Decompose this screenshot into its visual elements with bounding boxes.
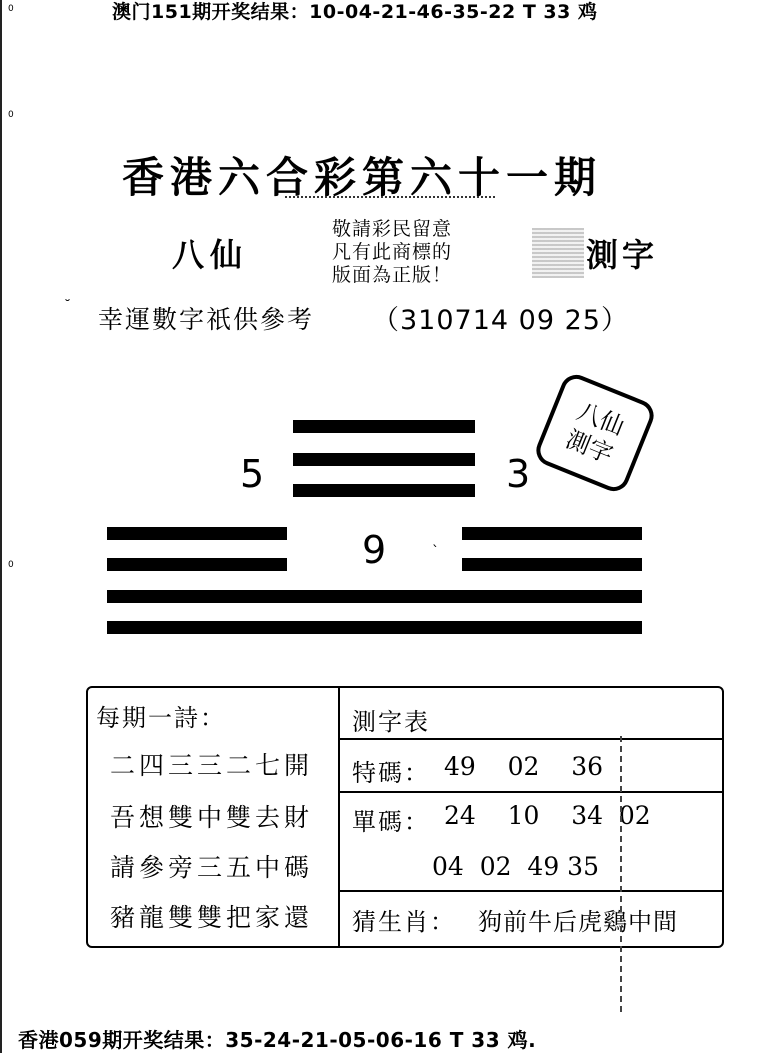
- notice-line-2: 凡有此商標的: [332, 241, 453, 263]
- macau-result-banner: 澳门151期开奖结果：10-04-21-46-35-22 T 33 鸡: [112, 1, 598, 23]
- upper-trigram-line-2: [293, 453, 475, 466]
- edge-mark-lower: 0: [8, 560, 14, 570]
- cezi-heading: 測字: [586, 236, 659, 274]
- edge-mark-middle: 0: [8, 110, 14, 120]
- cezi-table-title: 測字表: [352, 708, 430, 736]
- title-underline-scribble: [285, 196, 495, 202]
- single-code-values-1: 24 10 34 02: [444, 801, 651, 830]
- gua-number-left: 5: [240, 452, 265, 496]
- lower-line-1-left: [107, 527, 287, 540]
- authenticity-notice: [332, 218, 452, 287]
- single-code-values-2: 04 02 49 35: [432, 852, 599, 881]
- table-rule-3: [340, 890, 722, 892]
- dashed-scan-line: [620, 736, 622, 1012]
- stamp-line-1: 八仙: [573, 397, 629, 442]
- upper-trigram-line-3: [293, 484, 475, 497]
- poem-line-2: 吾想雙中雙去財: [110, 803, 314, 832]
- lucky-numbers-value: （310714 09 25）: [372, 305, 629, 336]
- lower-line-3: [107, 590, 642, 603]
- lower-line-4: [107, 621, 642, 634]
- special-code-label: 特碼：: [352, 759, 430, 787]
- gua-number-center: 9: [362, 528, 387, 572]
- lucky-numbers-label: 幸運數字祇供參考: [98, 305, 315, 334]
- poem-title: 每期一詩：: [96, 704, 226, 732]
- upper-trigram-line-1: [293, 420, 475, 433]
- hongkong-result-banner: 香港059期开奖结果：35-24-21-05-06-16 T 33 鸡.: [18, 1028, 537, 1052]
- lower-line-2-left: [107, 558, 287, 571]
- notice-line-1: 敬請彩民留意: [332, 218, 453, 240]
- table-rule-2: [340, 791, 722, 793]
- single-code-label: 單碼：: [352, 808, 430, 836]
- table-rule-1: [340, 738, 722, 740]
- zodiac-values: 狗前牛后虎鷄中間: [478, 908, 678, 936]
- blurred-mark: [532, 228, 584, 278]
- lower-line-1-right: [462, 527, 642, 540]
- lower-line-2-right: [462, 558, 642, 571]
- zodiac-label: 猜生肖：: [352, 908, 456, 936]
- notice-line-3: 版面為正版！: [332, 264, 453, 286]
- edge-mark-top: 0: [8, 4, 14, 14]
- stamp-line-2: 測字: [561, 424, 617, 469]
- speck-mark: ˘: [64, 298, 71, 314]
- table-divider: [338, 686, 340, 948]
- left-scan-edge: [0, 0, 2, 1053]
- poem-line-3: 請參旁三五中碼: [110, 853, 314, 882]
- gua-number-right: 3: [506, 452, 531, 496]
- poem-line-1: 二四三三二七開: [110, 751, 314, 780]
- brand-name: 八仙: [172, 236, 249, 274]
- speck-mark-2: ˋ: [432, 544, 439, 560]
- special-code-values: 49 02 36: [444, 752, 604, 781]
- page-title: 香港六合彩第六十一期: [122, 153, 603, 202]
- poem-line-4: 豬龍雙雙把家還: [110, 903, 314, 932]
- brand-stamp: [532, 370, 659, 496]
